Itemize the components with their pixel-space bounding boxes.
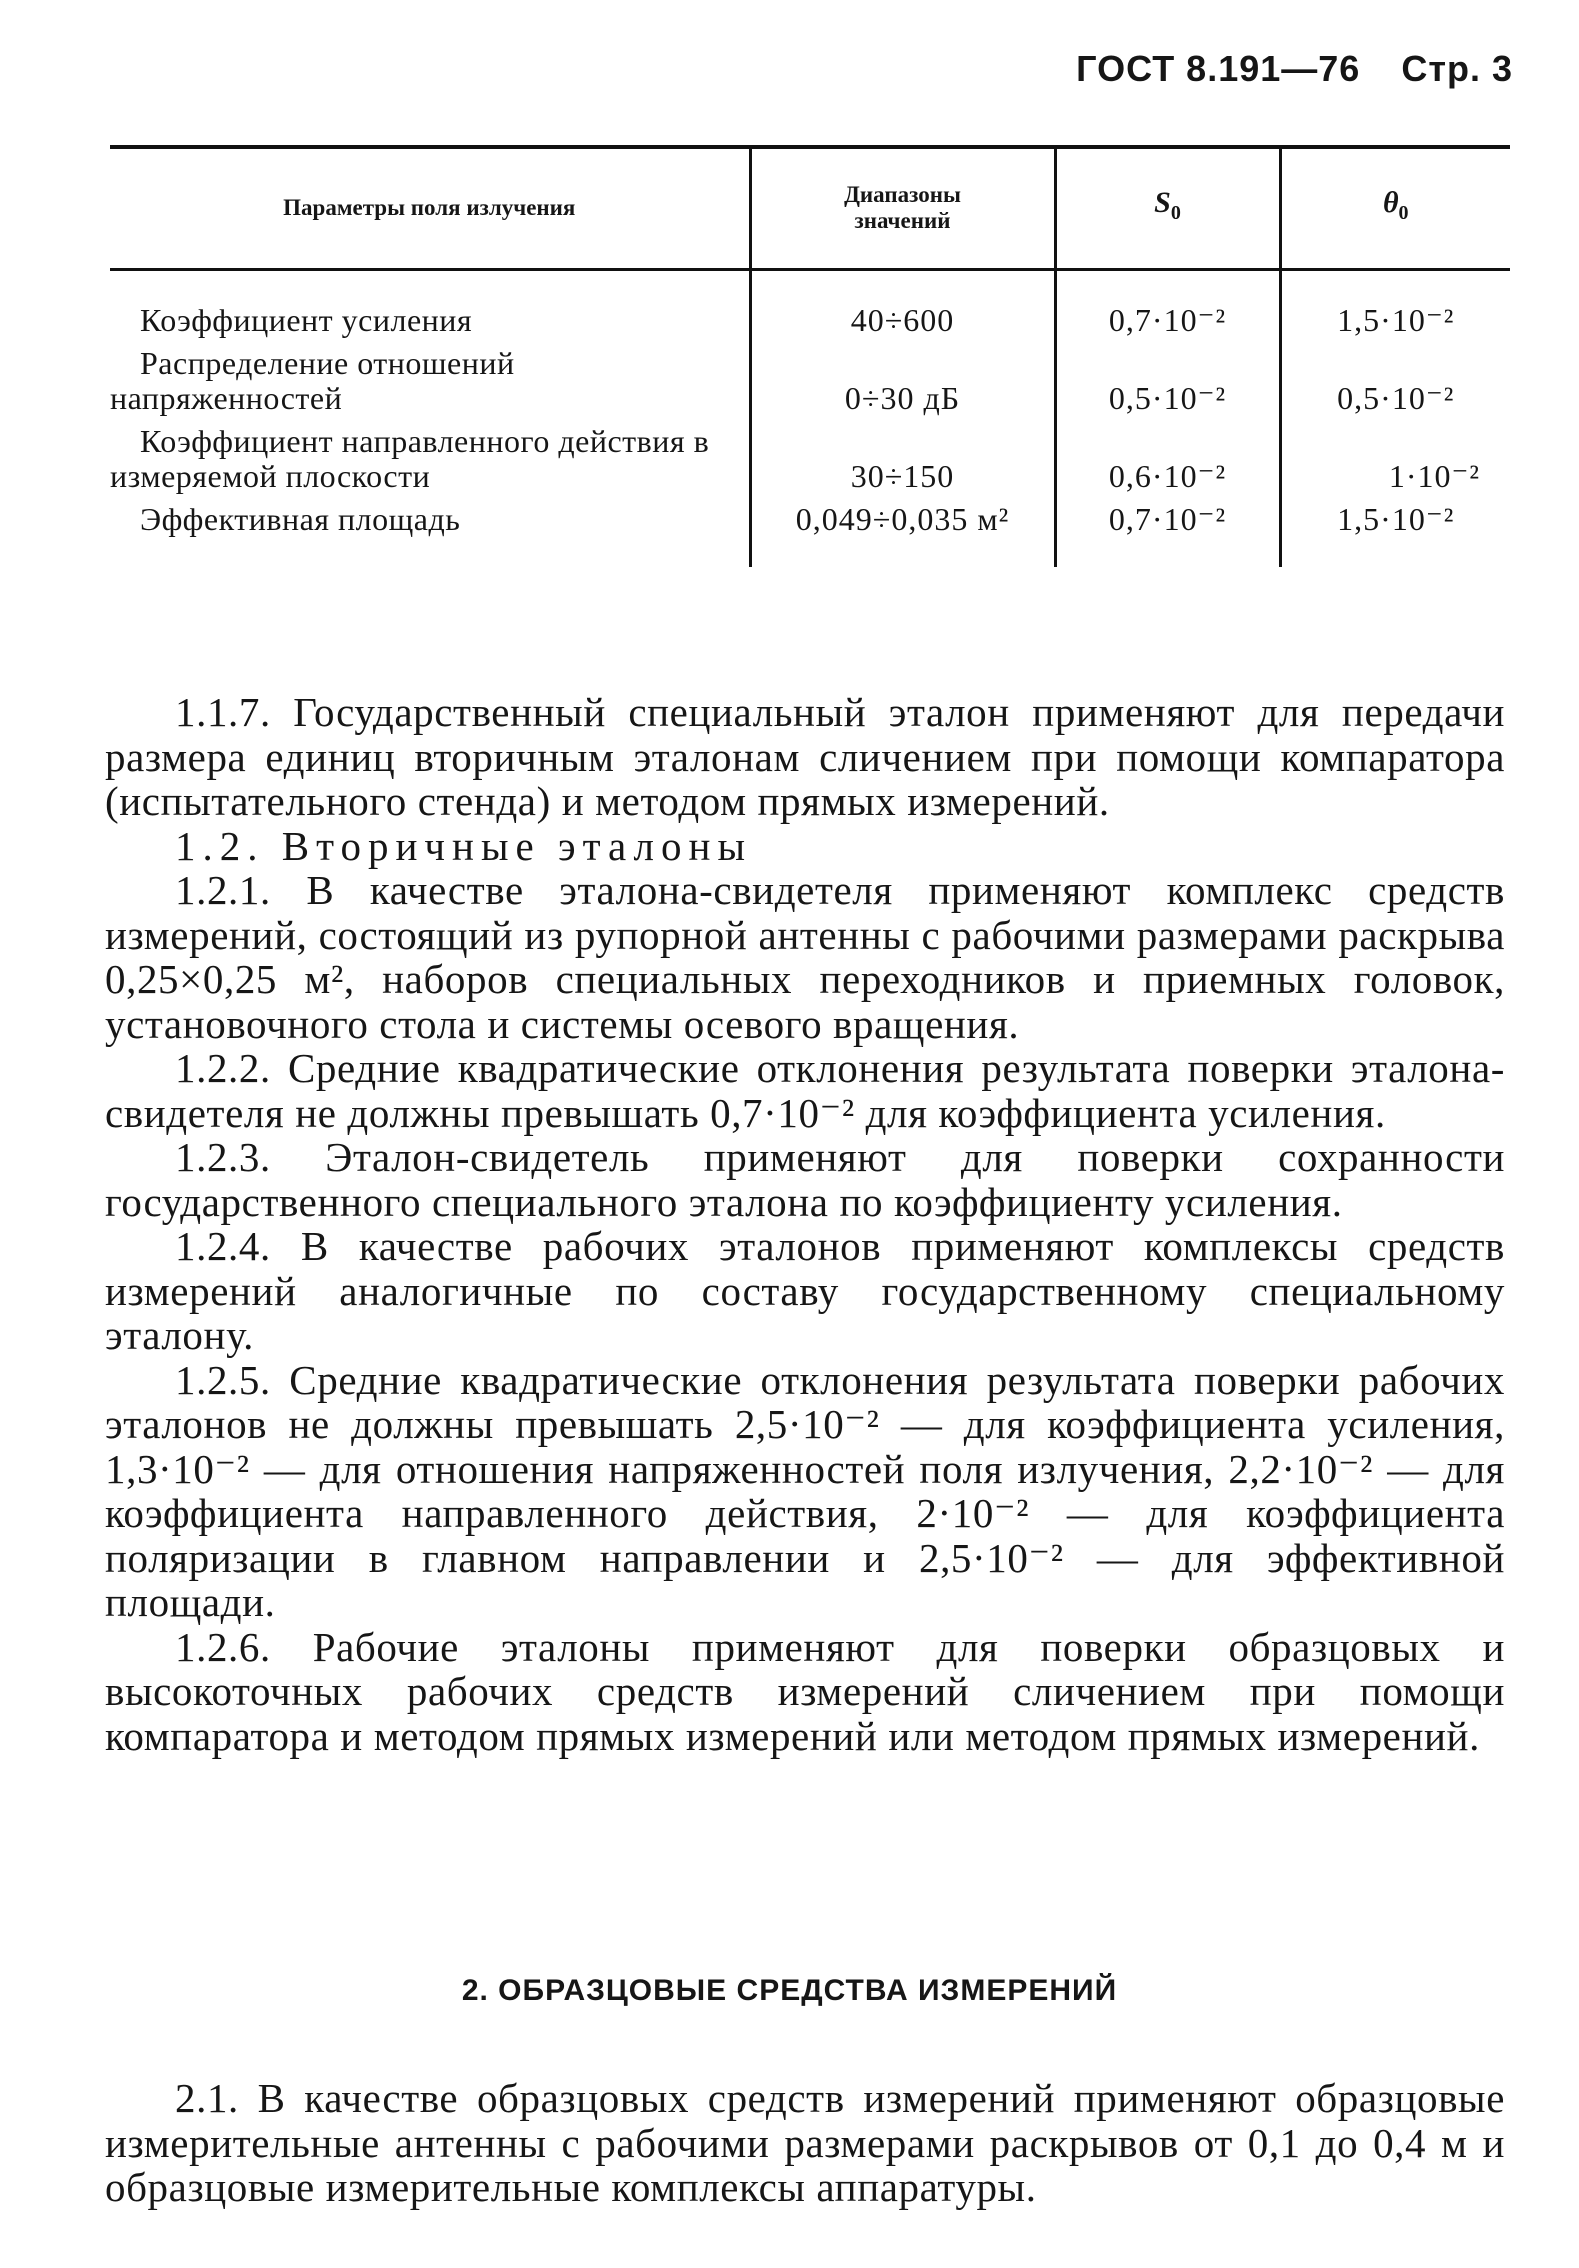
header-s0-sub: 0 <box>1170 202 1181 225</box>
parameters-table <box>110 145 1510 567</box>
header-range <box>750 147 1055 269</box>
row-s0: 0,7·10⁻² <box>1055 269 1280 342</box>
paragraph: 1.2.1. В качестве эталона-свидетеля применяют комплекс средств измерений, состоящий из рупорной антенны с рабочими размерами раскрыва 0,25×0,25 м², наборов специальных переходников и приемных головок, установочного стола и системы осевого вращения. <box>105 867 1505 1047</box>
row-param <box>110 342 750 420</box>
section-body-text <box>105 2076 1505 2210</box>
paragraph: 1.2.2. Средние квадратические отклонения результата поверки эталона-свидетеля не должны превышать 0,7·10⁻² для коэффициента усиления. <box>105 1045 1505 1136</box>
table-row <box>110 269 1510 342</box>
row-theta0: 1,5·10⁻² <box>1280 498 1510 567</box>
row-param: Коэффициент усиления <box>140 301 473 338</box>
row-param: Эффективная площадь <box>140 500 461 537</box>
subsection-heading: 1.2. Вторичные эталоны <box>175 822 752 869</box>
header-s0-symbol: S <box>1154 186 1171 220</box>
row-param-text: Коэффициент направленного действия в измеряемой плоскости <box>110 422 710 494</box>
table-header-row <box>110 147 1510 269</box>
row-range: 30÷150 <box>750 420 1055 498</box>
row-param-text: Распределение отношений напряженностей <box>110 344 515 416</box>
paragraph: 1.2.5. Средние квадратические отклонения результата поверки рабочих эталонов не должны превышать 2,5·10⁻² — для коэффициента усиления, 1,3·10⁻² — для отношения напряженностей поля излучения, 2,2·10⁻² — для коэффициента направленного действия, 2·10⁻² — для коэффициента поляризации в главном направлении и 2,5·10⁻² — для эффективной площади. <box>105 1356 1505 1625</box>
row-theta0: 0,5·10⁻² <box>1280 342 1510 420</box>
standard-number: ГОСТ 8.191—76 <box>1076 48 1361 89</box>
row-param <box>110 420 750 498</box>
header-theta0-symbol: θ <box>1382 186 1399 220</box>
row-theta0: 1,5·10⁻² <box>1280 269 1510 342</box>
paragraph: 2.1. В качестве образцовых средств измерений применяют образцовые измерительные антенны с рабочими размерами раскрывов от 0,1 до 0,4 м и образцовые измерительные комплексы аппаратуры. <box>105 2075 1505 2210</box>
header-param: Параметры поля излучения <box>110 147 750 269</box>
row-range: 40÷600 <box>750 269 1055 342</box>
paragraph: 1.1.7. Государственный специальный эталон применяют для передачи размера единиц вторичным эталонам сличением при помощи компаратора (испытательного стенда) и методом прямых измерений. <box>105 689 1505 824</box>
paragraph: 1.2.4. В качестве рабочих эталонов применяют комплексы средств измерений аналогичные по составу государственному специальному эталону. <box>105 1223 1505 1358</box>
header-theta0-sub: 0 <box>1398 202 1409 225</box>
header-s0 <box>1055 147 1280 269</box>
page-header <box>1076 48 1513 90</box>
paragraph: 1.2.6. Рабочие эталоны применяют для поверки образцовых и высокоточных рабочих средств измерений сличением при помощи компаратора и методом прямых измерений или методом прямых измерений. <box>105 1623 1505 1759</box>
row-theta0: 1·10⁻² <box>1280 420 1510 498</box>
row-s0: 0,6·10⁻² <box>1055 420 1280 498</box>
paragraph: 1.2.3. Эталон-свидетель применяют для поверки сохранности государственного специального эталона по коэффициенту усиления. <box>105 1134 1505 1225</box>
table-row <box>110 342 1510 420</box>
row-s0: 0,7·10⁻² <box>1055 498 1280 567</box>
row-range: 0,049÷0,035 м² <box>750 498 1055 567</box>
header-range-text: Диапазоны значений <box>844 182 961 234</box>
section-title: 2. ОБРАЗЦОВЫЕ СРЕДСТВА ИЗМЕРЕНИЙ <box>461 1974 1118 2007</box>
header-theta0 <box>1280 147 1510 269</box>
table-row <box>110 420 1510 498</box>
table-row <box>110 498 1510 567</box>
row-s0: 0,5·10⁻² <box>1055 342 1280 420</box>
row-range: 0÷30 дБ <box>750 342 1055 420</box>
page-number: Стр. 3 <box>1401 48 1513 89</box>
body-text <box>105 690 1505 1758</box>
